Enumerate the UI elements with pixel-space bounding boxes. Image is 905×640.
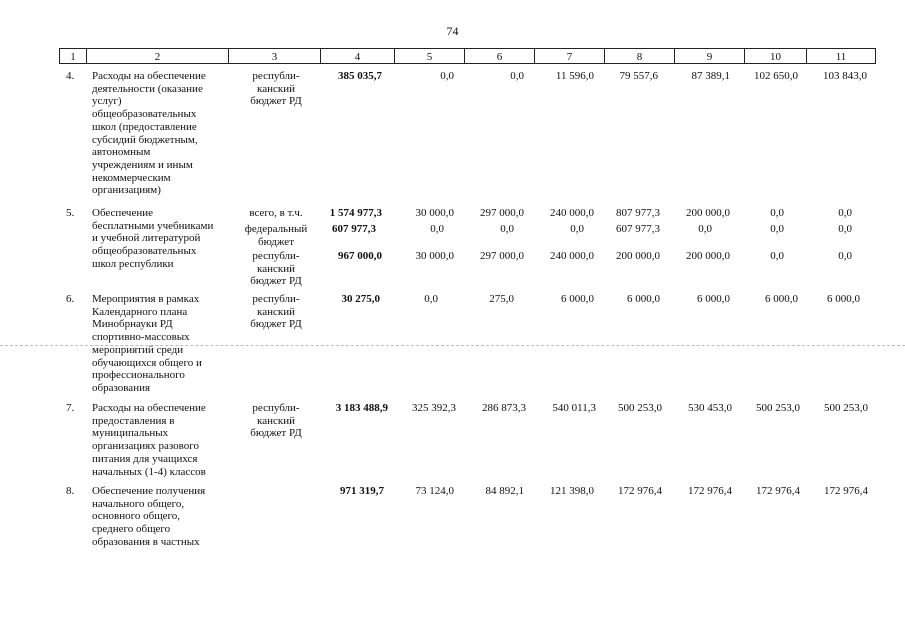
- row-description: Расходы на обеспечение предоставления в муниципальных организациях разового питания для учащихся начальных (1-4) классов: [92, 402, 206, 478]
- cell-value: 240 000,0: [550, 207, 594, 219]
- row-number: 5.: [66, 207, 75, 219]
- total-value: 30 275,0: [341, 293, 380, 305]
- header-col-5: 5: [394, 48, 464, 64]
- cell-value: 6 000,0: [561, 293, 594, 305]
- header-col-1: 1: [59, 48, 86, 64]
- cell-value: 87 389,1: [691, 70, 730, 82]
- cell-value: 286 873,3: [482, 402, 526, 414]
- header-col-10: 10: [744, 48, 806, 64]
- cell-value: 11 596,0: [555, 70, 594, 82]
- total-value: 967 000,0: [338, 250, 382, 262]
- total-value: 385 035,7: [338, 70, 382, 82]
- cell-value: 807 977,3: [616, 207, 660, 219]
- cell-value: 297 000,0: [480, 207, 524, 219]
- cell-value: 200 000,0: [686, 207, 730, 219]
- cell-value: 84 892,1: [485, 485, 524, 497]
- cell-value: 0,0: [430, 223, 444, 235]
- cell-value: 103 843,0: [823, 70, 867, 82]
- cell-value: 0,0: [838, 207, 852, 219]
- cell-value: 0,0: [424, 293, 438, 305]
- cell-value: 500 253,0: [824, 402, 868, 414]
- cell-value: 0,0: [440, 70, 454, 82]
- cell-value: 0,0: [510, 70, 524, 82]
- cell-value: 530 453,0: [688, 402, 732, 414]
- cell-value: 0,0: [698, 223, 712, 235]
- cell-value: 6 000,0: [765, 293, 798, 305]
- cell-value: 325 392,3: [412, 402, 456, 414]
- header-col-7: 7: [534, 48, 604, 64]
- cell-value: 0,0: [770, 250, 784, 262]
- cell-value: 172 976,4: [756, 485, 800, 497]
- cell-value: 6 000,0: [697, 293, 730, 305]
- header-col-3: 3: [228, 48, 320, 64]
- page-number: 74: [446, 24, 459, 38]
- cell-value: 607 977,3: [616, 223, 660, 235]
- row-description: Мероприятия в рамках Календарного плана Минобрнауки РД спортивно-массовых мероприятий среди обучающихся общего и профессионального образования: [92, 293, 202, 394]
- cell-value: 0,0: [770, 207, 784, 219]
- cell-value: 172 976,4: [824, 485, 868, 497]
- funding-source: республи- канский бюджет РД: [250, 70, 302, 108]
- funding-source: республи- канский бюджет РД: [250, 402, 302, 440]
- funding-source: республи- канский бюджет РД: [250, 293, 302, 331]
- row-description: Обеспечение бесплатными учебниками и учебной литературой общеобразовательных школ республики: [92, 207, 214, 270]
- cell-value: 200 000,0: [686, 250, 730, 262]
- header-col-9: 9: [674, 48, 744, 64]
- header-col-8: 8: [604, 48, 674, 64]
- header-col-11: 11: [806, 48, 876, 64]
- cell-value: 79 557,6: [619, 70, 658, 82]
- total-value: 1 574 977,3: [329, 207, 382, 219]
- header-col-6: 6: [464, 48, 534, 64]
- funding-source: всего, в т.ч.: [249, 207, 303, 219]
- cell-value: 0,0: [500, 223, 514, 235]
- row-number: 7.: [66, 402, 75, 414]
- cell-value: 30 000,0: [415, 207, 454, 219]
- cell-value: 0,0: [770, 223, 784, 235]
- cell-value: 6 000,0: [627, 293, 660, 305]
- total-value: 3 183 488,9: [335, 402, 388, 414]
- cell-value: 500 253,0: [756, 402, 800, 414]
- cell-value: 102 650,0: [754, 70, 798, 82]
- cell-value: 297 000,0: [480, 250, 524, 262]
- cell-value: 0,0: [570, 223, 584, 235]
- funding-source: федеральный бюджет: [244, 223, 308, 248]
- total-value: 607 977,3: [332, 223, 376, 235]
- cell-value: 73 124,0: [415, 485, 454, 497]
- cell-value: 500 253,0: [618, 402, 662, 414]
- cell-value: 172 976,4: [618, 485, 662, 497]
- funding-source: республи- канский бюджет РД: [250, 250, 302, 288]
- cell-value: 30 000,0: [415, 250, 454, 262]
- cell-value: 240 000,0: [550, 250, 594, 262]
- row-number: 6.: [66, 293, 75, 305]
- row-number: 8.: [66, 485, 75, 497]
- cell-value: 6 000,0: [827, 293, 860, 305]
- cell-value: 540 011,3: [552, 402, 596, 414]
- total-value: 971 319,7: [340, 485, 384, 497]
- cell-value: 121 398,0: [550, 485, 594, 497]
- cell-value: 172 976,4: [688, 485, 732, 497]
- header-col-2: 2: [86, 48, 228, 64]
- cell-value: 0,0: [838, 223, 852, 235]
- cell-value: 275,0: [489, 293, 514, 305]
- cell-value: 0,0: [838, 250, 852, 262]
- row-description: Расходы на обеспечение деятельности (оказание услуг) общеобразовательных школ (предоставление субсидий бюджетным, автономным учреждениям и иным некоммерческим организациям): [92, 70, 206, 197]
- cell-value: 200 000,0: [616, 250, 660, 262]
- row-number: 4.: [66, 70, 75, 82]
- row-description: Обеспечение получения начального общего, основного общего, среднего общего образования в частных: [92, 485, 206, 548]
- header-col-4: 4: [320, 48, 394, 64]
